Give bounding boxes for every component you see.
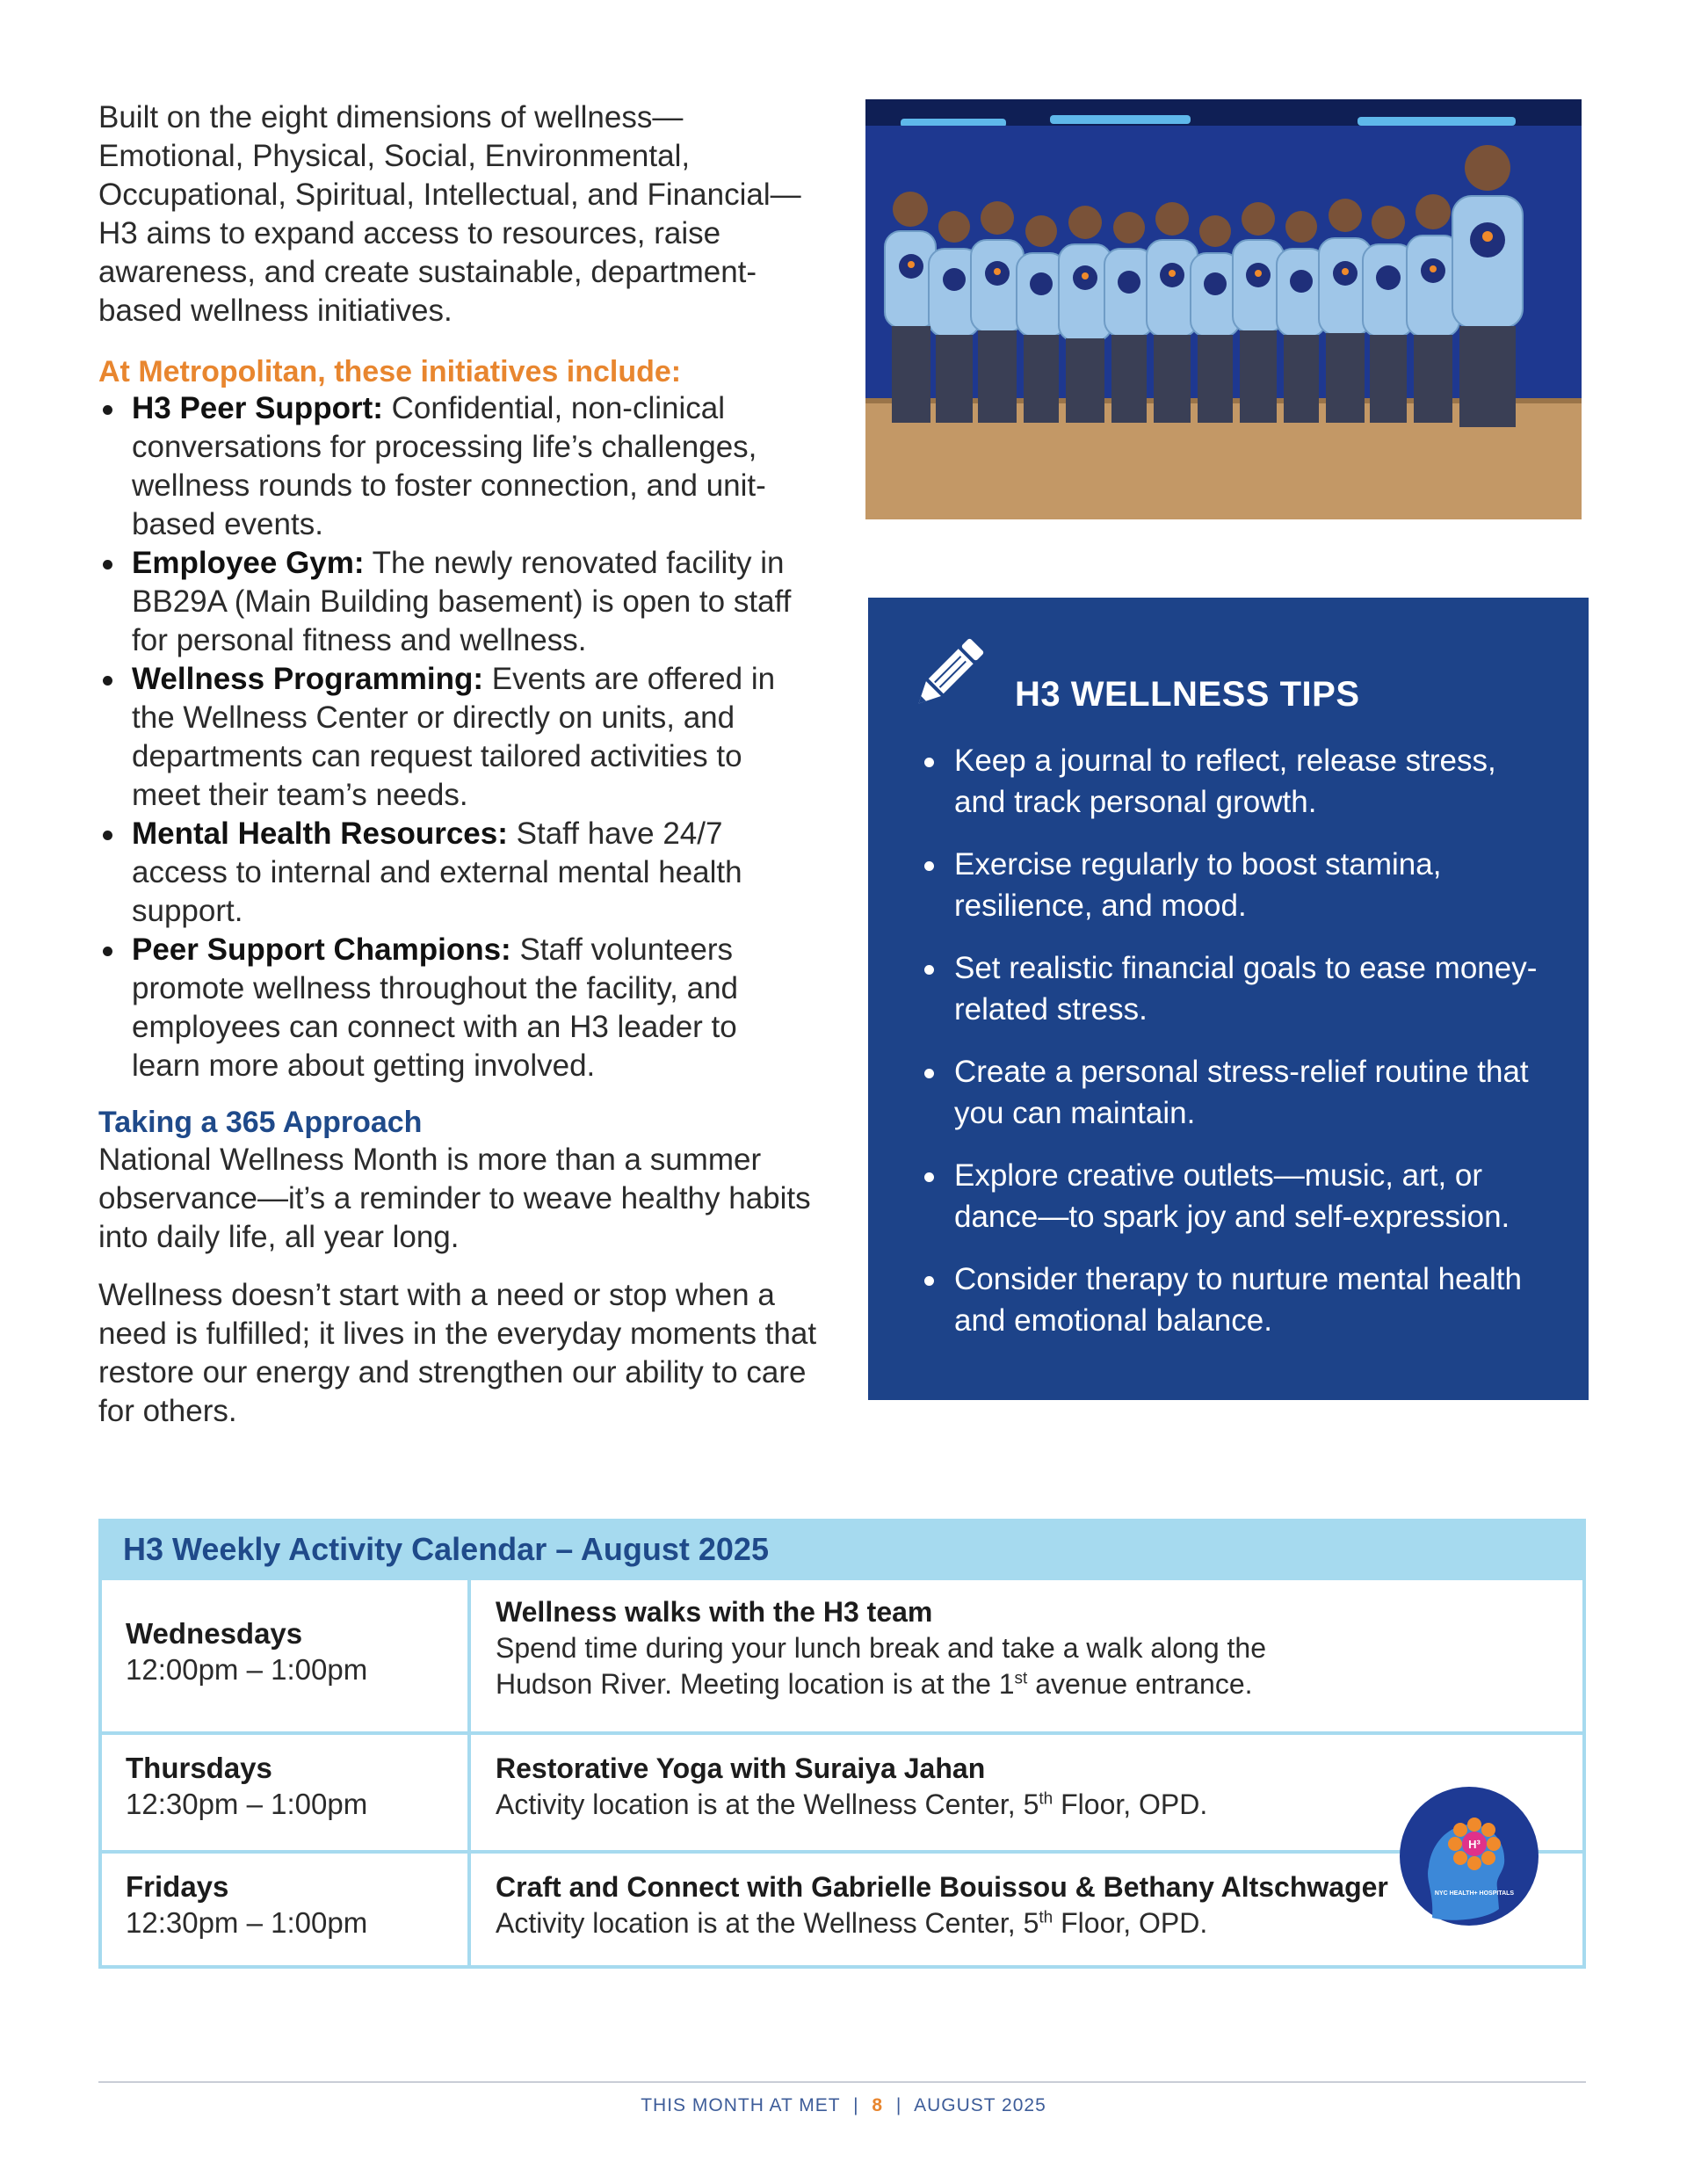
list-item: Keep a journal to reflect, release stress, and track personal growth. [919, 740, 1552, 823]
approach-paragraph-2: Wellness doesn’t start with a need or stop when a need is fulfilled; it lives in the everyday moments that restore our energy and strengthen our ability to care for others. [98, 1278, 817, 1428]
list-item: Create a personal stress-relief routine that you can maintain. [919, 1051, 1552, 1134]
list-item: H3 Peer Support: Confidential, non-clinical conversations for processing life’s challenges, wellness rounds to foster connection, and unit-based events. [98, 389, 801, 544]
intro-text: Built on the eight dimensions of wellness—Emotional, Physical, Social, Environmental, Occupational, Spiritual, Intellectual, and Financial—H3 aims to expand access to resources, raise awareness, and create sustainable, department-based wellness initiatives. [98, 100, 801, 328]
group-photo-illustration [865, 99, 1582, 519]
footer-date: AUGUST 2025 [914, 2095, 1046, 2115]
activity-title: Wellness walks with the H3 team [496, 1596, 933, 1628]
calendar-title: H3 Weekly Activity Calendar – August 2025 [102, 1522, 1582, 1577]
pencil-icon [905, 633, 989, 717]
wellness-tips-panel [868, 598, 1589, 1400]
calendar-day-cell [102, 1580, 471, 1731]
footer-separator: | [853, 2095, 859, 2115]
tips-list [919, 740, 1552, 1362]
list-item: Exercise regularly to boost stamina, resilience, and mood. [919, 844, 1552, 926]
initiatives-heading: At Metropolitan, these initiatives include: [98, 355, 682, 388]
activity-description: Activity location is at the Wellness Center, 5th Floor, OPD. [496, 1907, 1208, 1939]
list-item: Mental Health Resources: Staff have 24/7 access to internal and external mental health support. [98, 815, 801, 931]
group-photo [865, 99, 1582, 519]
activity-title: Craft and Connect with Gabrielle Bouissou & Bethany Altschwager [496, 1871, 1388, 1903]
footer-separator: | [895, 2095, 902, 2115]
activity-description: Spend time during your lunch break and take a walk along the [496, 1632, 1266, 1664]
activity-description: Hudson River. Meeting location is at the 1st avenue entrance. [496, 1668, 1253, 1700]
calendar-day-cell [102, 1854, 471, 1965]
list-item: Wellness Programming: Events are offered in the Wellness Center or directly on units, and departments can request tailored activities to meet their team’s needs. [98, 660, 801, 815]
approach-heading: Taking a 365 Approach [98, 1106, 423, 1139]
table-row [102, 1731, 1582, 1850]
page-footer [0, 2095, 1687, 2116]
calendar-day: Fridays [126, 1870, 229, 1903]
activity-title: Restorative Yoga with Suraiya Jahan [496, 1752, 986, 1784]
activity-description: Activity location is at the Wellness Center, 5th Floor, OPD. [496, 1789, 1208, 1820]
calendar-time: 12:00pm – 1:00pm [126, 1653, 368, 1686]
approach-paragraph-1: National Wellness Month is more than a summer observance—it’s a reminder to weave healthy habits into daily life, all year long. [98, 1143, 811, 1254]
calendar-activity-cell [496, 1594, 1565, 1702]
calendar-day: Thursdays [126, 1752, 272, 1784]
calendar-time: 12:30pm – 1:00pm [126, 1788, 368, 1820]
list-item: Consider therapy to nurture mental health and emotional balance. [919, 1259, 1552, 1341]
activity-calendar [98, 1519, 1586, 1969]
h3-logo-icon [1399, 1786, 1539, 1926]
initiatives-list [98, 389, 801, 1085]
approach-body [98, 1141, 828, 1450]
list-item: Explore creative outlets—music, art, or dance—to spark joy and self-expression. [919, 1155, 1552, 1237]
list-item: Peer Support Champions: Staff volunteers promote wellness throughout the facility, and employees can connect with an H3 leader to learn more about getting involved. [98, 931, 801, 1085]
calendar-time: 12:30pm – 1:00pm [126, 1906, 368, 1939]
footer-divider [98, 2081, 1586, 2083]
page-number: 8 [872, 2095, 884, 2115]
calendar-day-cell [102, 1735, 471, 1850]
table-row [102, 1850, 1582, 1965]
list-item: Employee Gym: The newly renovated facility in BB29A (Main Building basement) is open to staff for personal fitness and wellness. [98, 544, 801, 660]
list-item: Set realistic financial goals to ease money-related stress. [919, 947, 1552, 1030]
logo-badge-text: H³ [1468, 1838, 1481, 1851]
tips-title: H3 WELLNESS TIPS [1015, 675, 1360, 714]
intro-paragraph [98, 98, 819, 330]
table-row [102, 1577, 1582, 1731]
logo-org-text: NYC HEALTH+ HOSPITALS [1434, 1890, 1515, 1897]
calendar-day: Wednesdays [126, 1617, 303, 1650]
footer-publication: THIS MONTH AT MET [641, 2095, 841, 2115]
